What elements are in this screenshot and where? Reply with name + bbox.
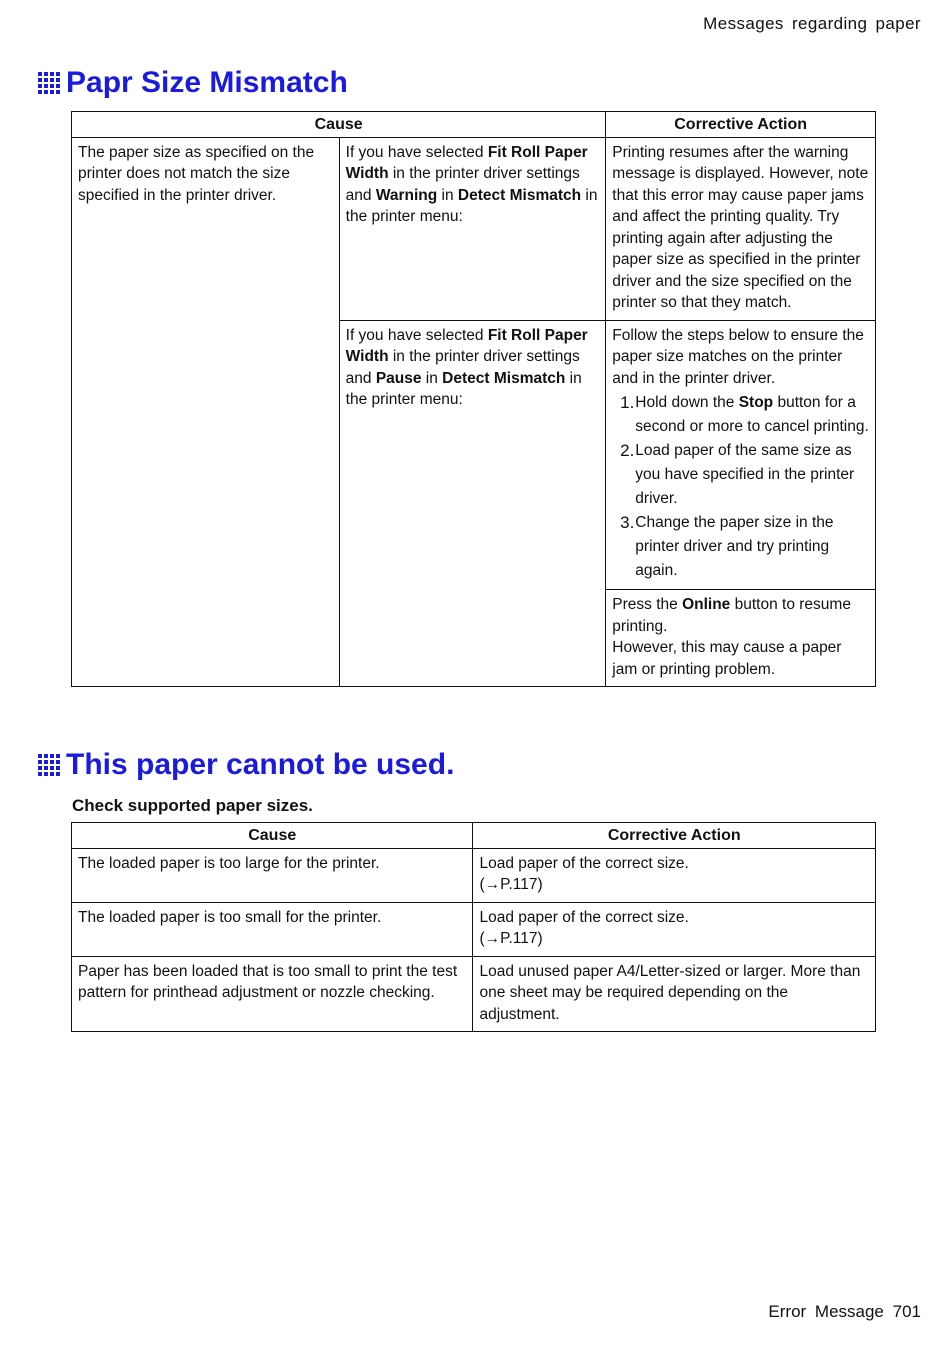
cause-cell: The loaded paper is too small for the printer. bbox=[72, 902, 473, 956]
action-cell: Printing resumes after the warning message is displayed. However, note that this error may cause paper jams and affect the printing quality. Try printing again after adjusting the paper size as specified in the printer driver and the size specified on the printer so that they match. bbox=[606, 137, 876, 320]
footer-section: Error Message bbox=[768, 1302, 884, 1321]
section-subtitle: Check supported paper sizes. bbox=[72, 796, 313, 815]
column-header-cause: Cause bbox=[72, 823, 473, 849]
table-header-row bbox=[72, 112, 876, 138]
steps-list bbox=[612, 391, 869, 583]
page-reference-link[interactable]: (→P.117) bbox=[479, 930, 543, 947]
running-footer bbox=[768, 1302, 921, 1322]
action-intro: Follow the steps below to ensure the paper size matches on the printer and in the printer driver. bbox=[612, 326, 864, 387]
paper-cannot-be-used-table bbox=[71, 822, 876, 1032]
action-cell: Load paper of the correct size. (→P.117) bbox=[473, 848, 876, 902]
grid-bullet-icon bbox=[38, 754, 60, 776]
section-title-text: This paper cannot be used. bbox=[66, 748, 455, 781]
table-row bbox=[72, 902, 876, 956]
condition-cell: If you have selected Fit Roll Paper Width in the printer driver settings and Warning in Detect Mismatch in the printer menu: bbox=[339, 137, 606, 320]
page-reference-link[interactable]: (→P.117) bbox=[479, 876, 543, 893]
section-title-text: Papr Size Mismatch bbox=[66, 66, 348, 99]
paper-size-mismatch-table bbox=[71, 111, 876, 687]
list-item: 3. Change the paper size in the printer driver and try printing again. bbox=[620, 513, 834, 579]
action-cell: Load paper of the correct size. (→P.117) bbox=[473, 902, 876, 956]
column-header-corrective-action: Corrective Action bbox=[473, 823, 876, 849]
table-header-row bbox=[72, 823, 876, 849]
page-number: 701 bbox=[892, 1302, 921, 1321]
action-cell bbox=[606, 320, 876, 590]
list-item: 1. Hold down the Stop button for a second or more to cancel printing. bbox=[620, 393, 869, 435]
cause-cell: Paper has been loaded that is too small to print the test pattern for printhead adjustment or nozzle checking. bbox=[72, 956, 473, 1032]
column-header-cause: Cause bbox=[72, 112, 606, 138]
action-cell: Press the Online button to resume printing. However, this may cause a paper jam or printing problem. bbox=[606, 590, 876, 687]
cause-cell: The loaded paper is too large for the printer. bbox=[72, 848, 473, 902]
column-header-corrective-action: Corrective Action bbox=[606, 112, 876, 138]
running-header: Messages regarding paper bbox=[703, 14, 921, 33]
action-cell: Load unused paper A4/Letter-sized or larger. More than one sheet may be required depending on the adjustment. bbox=[473, 956, 876, 1032]
table-row bbox=[72, 137, 876, 320]
list-item: 2. Load paper of the same size as you have specified in the printer driver. bbox=[620, 441, 855, 507]
section-title-paper-size-mismatch bbox=[38, 66, 348, 100]
cause-cell: The paper size as specified on the printer does not match the size specified in the printer driver. bbox=[72, 137, 340, 687]
section-title-paper-cannot-be-used bbox=[38, 748, 454, 782]
grid-bullet-icon bbox=[38, 72, 60, 94]
table-row bbox=[72, 956, 876, 1032]
condition-cell: If you have selected Fit Roll Paper Width in the printer driver settings and Pause in Detect Mismatch in the printer menu: bbox=[339, 320, 606, 687]
table-row bbox=[72, 848, 876, 902]
